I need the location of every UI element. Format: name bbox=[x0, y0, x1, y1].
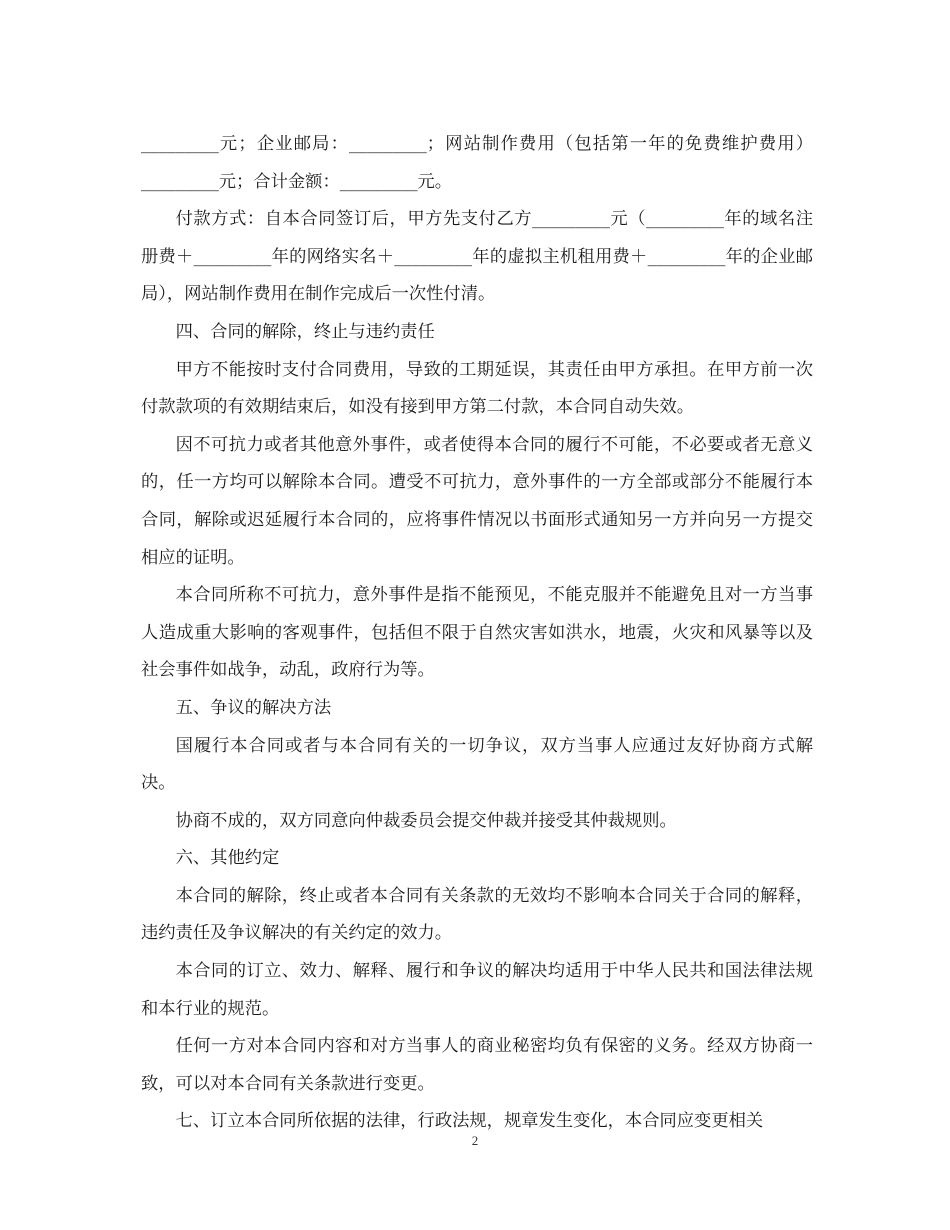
paragraph-late-payment: 甲方不能按时支付合同费用，导致的工期延误，其责任由甲方承担。在甲方前一次付款款项的有效期结束后，如没有接到甲方第二付款，本合同自动失效。 bbox=[141, 359, 813, 418]
page-number: 2 bbox=[471, 1133, 479, 1148]
section-heading-termination: 四、合同的解除，终止与违约责任 bbox=[175, 321, 435, 342]
paragraph-confidentiality: 任何一方对本合同内容和对方当事人的商业秘密均负有保密的义务。经双方协商一致，可以对本合同有关条款进行变更。 bbox=[141, 1036, 813, 1094]
paragraph-dispute-negotiation: 国履行本合同或者与本合同有关的一切争议，双方当事人应通过友好协商方式解决。 bbox=[141, 735, 813, 794]
paragraph-law-change: 七、订立本合同所依据的法律，行政法规，规章发生变化，本合同应变更相关 bbox=[175, 1111, 764, 1132]
document-body bbox=[141, 126, 813, 1141]
section-heading-dispute: 五、争议的解决方法 bbox=[175, 697, 332, 718]
paragraph-payment-method: 付款方式：自本合同签订后，甲方先支付乙方_________元（_________年的域名注册费＋_________年的网络实名＋_________年的虚拟主机租用费＋_________年的企业邮局），网站制作费用在制作完成后一次性付清。 bbox=[141, 209, 813, 305]
paragraph-force-majeure-termination: 因不可抗力或者其他意外事件，或者使得本合同的履行不可能，不必要或者无意义的，任一方均可以解除本合同。遭受不可抗力，意外事件的一方全部或部分不能履行本合同，解除或迟延履行本合同的，应将事件情况以书面形式通知另一方并向另一方提交相应的证明。 bbox=[141, 434, 813, 568]
paragraph-governing-law: 本合同的订立、效力、解释、履行和争议的解决均适用于中华人民共和国法律法规和本行业的规范。 bbox=[141, 961, 813, 1019]
paragraph-force-majeure-definition: 本合同所称不可抗力，意外事件是指不能预见，不能克服并不能避免且对一方当事人造成重大影响的客观事件，包括但不限于自然灾害如洪水，地震，火灾和风暴等以及社会事件如战争，动乱，政府行为等。 bbox=[141, 585, 813, 681]
section-heading-other: 六、其他约定 bbox=[175, 848, 280, 869]
paragraph-arbitration: 协商不成的，双方同意向仲裁委员会提交仲裁并接受其仲裁规则。 bbox=[175, 810, 677, 831]
paragraph-fees-continued: _________元；企业邮局：_________；网站制作费用（包括第一年的免费维护费用）_________元；合计金额：_________元。 bbox=[141, 134, 813, 192]
paragraph-severability: 本合同的解除，终止或者本合同有关条款的无效均不影响本合同关于合同的解释，违约责任及争议解决的有关约定的效力。 bbox=[141, 885, 813, 944]
